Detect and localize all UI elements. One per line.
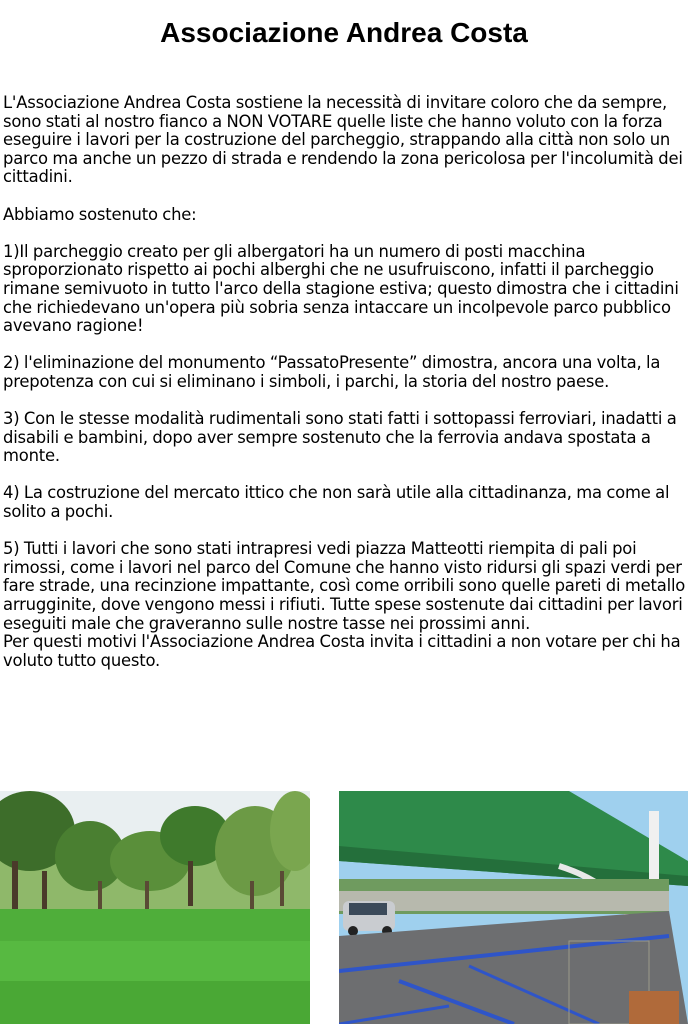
paragraph-conclusion: Per questi motivi l'Associazione Andrea Costa invita i cittadini a non votare per chi ha voluto tutto questo. xyxy=(3,632,681,670)
document-body xyxy=(3,94,687,670)
paragraph-intro: L'Associazione Andrea Costa sostiene la necessità di invitare coloro che da sempre, sono stati al nostro fianco a NON VOTARE quelle liste che hanno voluto con la forza eseguire i lavori per la costruzione del parcheggio, strappando alla città non solo un parco ma anche un pezzo di strada e rendendo la zona pericolosa per l'incolumità dei cittadini. xyxy=(3,93,683,187)
paragraph-point-3: 3) Con le stesse modalità rudimentali sono stati fatti i sottopassi ferroviari, inadatti a disabili e bambini, dopo aver sempre sostenuto che la ferrovia andava spostata a monte. xyxy=(3,409,677,466)
paragraph-point-2: 2) l'eliminazione del monumento “PassatoPresente” dimostra, ancora una volta, la prepotenza con cui si eliminano i simboli, i parchi, la storia del nostro paese. xyxy=(3,353,661,391)
park-trees-photo xyxy=(0,791,310,1024)
covered-parking-photo xyxy=(339,791,688,1024)
paragraph-claims-heading: Abbiamo sostenuto che: xyxy=(3,204,197,224)
paragraph-point-5: 5) Tutti i lavori che sono stati intrapresi vedi piazza Matteotti riempita di pali poi rimossi, come i lavori nel parco del Comune che hanno visto ridursi gli spazi verdi per fare strade, una recinzione impattante, così come orribili sono quelle pareti di metallo arrugginite, dove vengono messi i rifiuti. Tutte spese sostenute dai cittadini per lavori eseguiti male che graveranno sulle nostre tasse nei prossimi anni. xyxy=(3,539,686,633)
paragraph-point-4: 4) La costruzione del mercato ittico che non sarà utile alla cittadinanza, ma come al solito a pochi. xyxy=(3,483,670,522)
document-title: Associazione Andrea Costa xyxy=(160,16,528,48)
paragraph-point-1: 1)Il parcheggio creato per gli albergatori ha un numero di posti macchina sproporzionato rispetto ai pochi alberghi che ne usufruiscono, infatti il parcheggio rimane semivuoto in tutto l'arco della stagione estiva; questo dimostra che i cittadini che richiedevano un'opera più sobria senza intaccare un incolpevole parco pubblico avevano ragione! xyxy=(3,241,679,336)
